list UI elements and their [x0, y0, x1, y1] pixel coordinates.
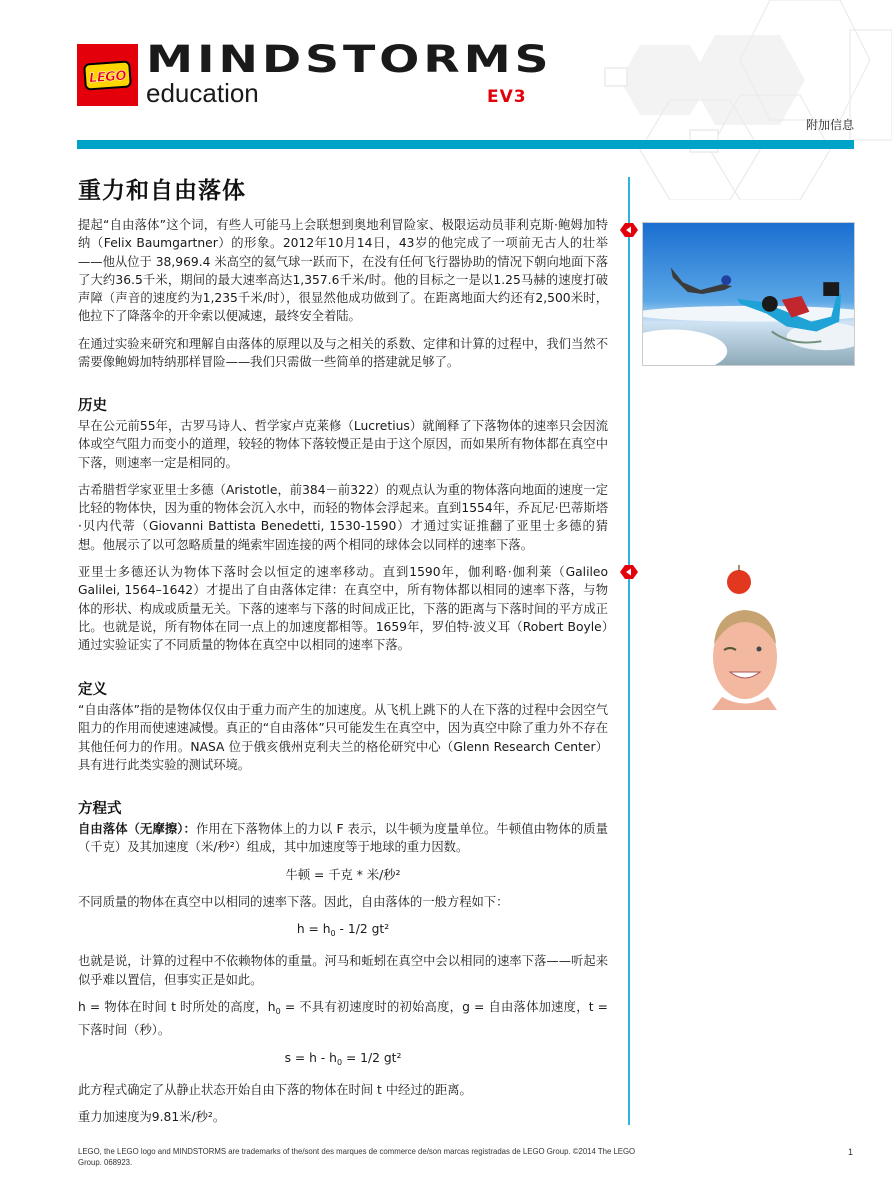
equations-heading: 方程式 [78, 801, 122, 817]
equations-paragraph: 不同质量的物体在真空中以相同的速率下落。因此，自由落体的一般方程如下： [78, 894, 509, 909]
section-tag: 附加信息 [805, 118, 854, 132]
newton-equation: 牛顿 = 千克 * 米/秒² [285, 867, 401, 882]
page-number: 1 [848, 1147, 854, 1157]
header-accent-bar [77, 140, 854, 149]
equations-paragraph: 此方程式确定了从静止状态开始自由下落的物体在时间 t 中经过的距离。 [78, 1082, 472, 1097]
arrow-left-marker-icon [620, 565, 638, 579]
lego-logo-text: LEGO [88, 68, 127, 86]
apple-on-head-photo [642, 562, 852, 710]
equations-paragraph: 重力加速度为9.81米/秒²。 [78, 1110, 226, 1125]
definition-paragraph: “自由落体”指的是物体仅仅由于重力而产生的加速度。从飞机上跳下的人在下落的过程中会因空气阻力的作用而使速速减慢。真正的“自由落体”只可能发生在真空中，因为真空中除了重力外不存在其他任何力的作用。NASA 位于俄亥俄州克利夫兰的格伦研究中心（Glenn Research Center）具有进行此类实验的测试环境。 [78, 703, 608, 772]
eq-part: h = h [296, 922, 331, 937]
hexagon-background-pattern [560, 0, 892, 200]
distance-equation [78, 1049, 608, 1072]
eq-subscript: 0 [336, 1057, 343, 1067]
subscript: 0 [275, 1007, 281, 1017]
history-paragraph: 古希腊哲学家亚里士多德（Aristotle，前384－前322）的观点认为重的物体落向地面的速度一定比轻的物体快，因为重的物体会沉入水中，而轻的物体会浮起来。直到1554年，乔瓦尼·巴蒂斯塔·贝内代蒂（Giovanni Battista Benedetti, 1530-1590）才通过实证推翻了亚里士多德的猜想。他展示了以可忽略质量的绳索牢固连接的两个相同的球体会以同样的速率下落。 [78, 482, 608, 552]
intro-section [78, 216, 608, 380]
text-part: = 不具有初速度时的初始高度，g = 自由落体加速度，t = 下落时间（秒）。 [78, 1000, 608, 1038]
ev3-wordmark: EV3 [487, 87, 527, 107]
history-heading: 历史 [78, 398, 107, 414]
lego-logo [77, 44, 138, 106]
intro-paragraph: 在通过实验来研究和理解自由落体的原理以及与之相关的系数、定律和计算的过程中，我们当然不需要像鲍姆加特纳那样冒险——我们只需做一些简单的搭建就足够了。 [78, 336, 608, 370]
equations-section [78, 799, 608, 1136]
text-part: h = 物体在时间 t 时所处的高度，h [78, 1000, 276, 1015]
equations-intro-paragraph [78, 820, 608, 857]
eq-subscript: 0 [330, 929, 336, 939]
arrow-left-marker-icon [620, 223, 638, 237]
footer-legal-text: LEGO, the LEGO logo and MINDSTORMS are trademarks of the/sont des marques de commerce de/son marcas registradas de LEGO Group. ©2014 The LEGO Group. 068923. [78, 1147, 636, 1167]
history-section [78, 396, 608, 664]
variables-paragraph [78, 998, 608, 1040]
eq-part: s = h - h [284, 1050, 337, 1065]
definition-heading: 定义 [78, 682, 107, 698]
eq-part: - 1/2 gt² [335, 922, 390, 937]
history-paragraph: 早在公元前55年，古罗马诗人、哲学家卢克莱修（Lucretius）就阐释了下落物体的速率只会因流体或空气阻力而变小的道理，较轻的物体下落较慢正是由于这个原因，而如果所有物体都在真空中下落，则速率一定是相同的。 [78, 419, 608, 470]
height-equation [78, 920, 608, 943]
skydivers-photo [642, 222, 855, 366]
page-title: 重力和自由落体 [78, 178, 246, 204]
free-fall-label: 自由落体（无摩擦）： [78, 822, 196, 836]
definition-section [78, 680, 608, 783]
lego-mindstorms-education-logo [77, 38, 553, 108]
history-paragraph: 亚里士多德还认为物体下落时会以恒定的速率移动。直到1590年，伽利略·伽利莱（Galileo Galilei, 1564–1642）才提出了自由落体定律：在真空中，所有物体都以相同的速率下落，与物体的形状、构成或质量无关。下落的速率与下落的时间成正比，下落的距离与下落时间的平方成正比。也就是说，所有物体在同一点上的加速度都相等。1659年，罗伯特·波义耳（Robert Boyle）通过实验证实了不同质量的物体在真空中以相同的速率下落。 [78, 565, 608, 653]
eq-part: = 1/2 gt² [342, 1050, 402, 1065]
intro-paragraph: 提起“自由落体”这个词，有些人可能马上会联想到奥地利冒险家、极限运动员菲利克斯·鲍姆加特纳（Felix Baumgartner）的形象。2012年10月14日，43岁的他完成了一项前无古人的壮举——他从位于 38,969.4 米高空的氦气球一跃而下，在没有任何飞行器协助的情况下朝向地面下落了大约36.5千米，期间的最大速率高达1,357.6千米/时。他的目标之一是以1.25马赫的速度打破声障（声音的速度约为1,235千米/时），很显然他成功做到了。在距离地面大约还有2,500米时，他拉下了降落伞的开伞索以便减速，最终安全着陆。 [78, 218, 608, 324]
free-fall-description: 作用在下落物体上的力以 F 表示，以牛顿为度量单位。牛顿值由物体的质量（千克）及其加速度（米/秒²）组成，其中加速度等于地球的重力因数。 [78, 822, 608, 855]
mindstorms-wordmark: MINDSTORMS [146, 38, 553, 81]
equations-paragraph: 也就是说，计算的过程中不依赖物体的重量。河马和蚯蚓在真空中会以相同的速率下落——听起来似乎难以置信，但事实正是如此。 [78, 954, 608, 987]
margin-divider-line [628, 177, 630, 1125]
education-wordmark: education [146, 78, 259, 108]
